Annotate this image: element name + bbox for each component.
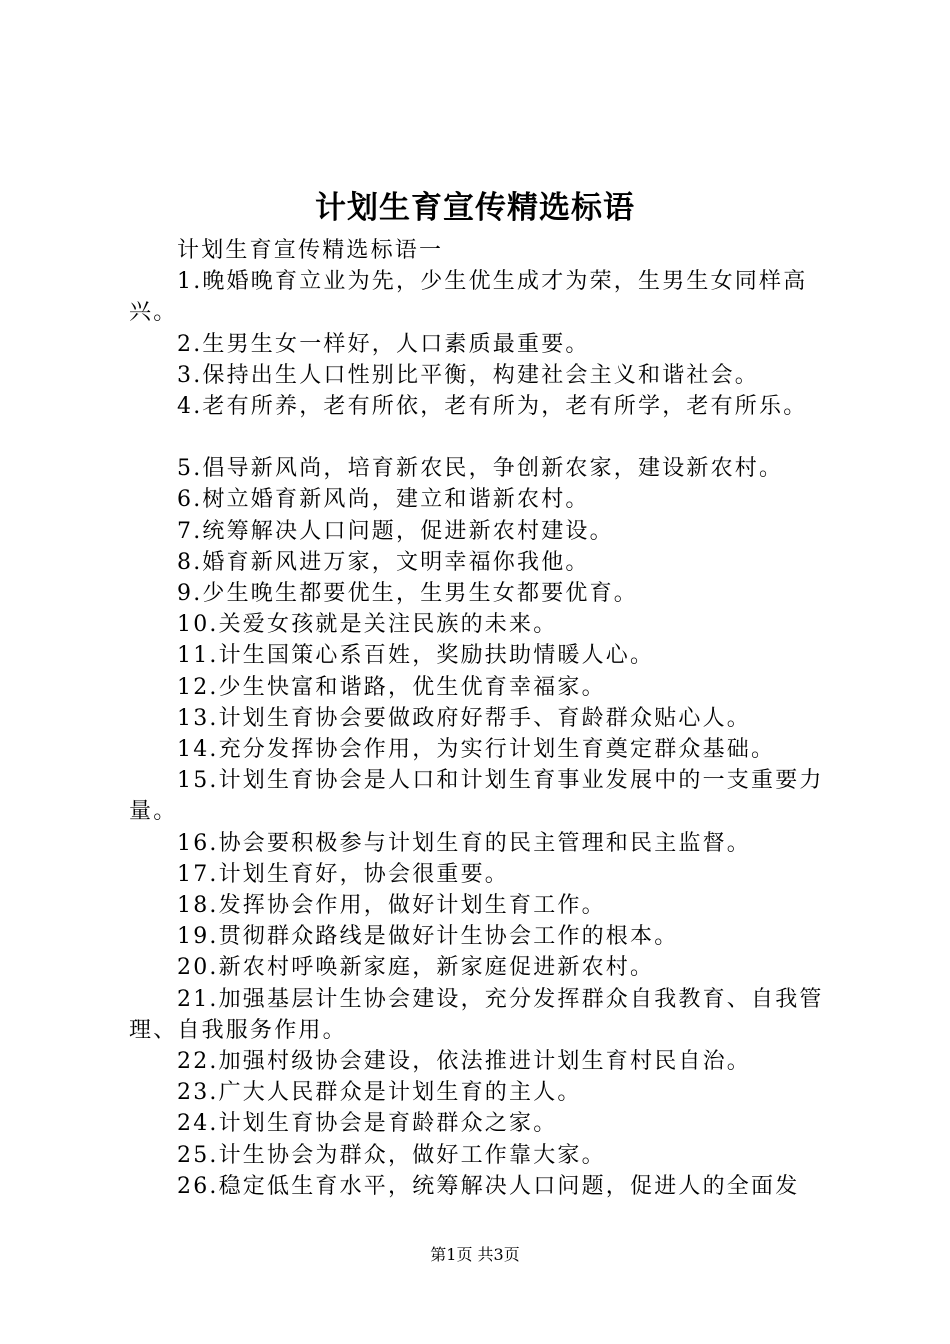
- slogan-item: 19.贯彻群众路线是做好计生协会工作的根本。: [177, 924, 679, 950]
- document-body: [129, 235, 835, 1202]
- slogan-item: 3.保持出生人口性别比平衡，构建社会主义和谐社会。: [177, 362, 759, 388]
- slogan-item: 25.计生协会为群众，做好工作靠大家。: [177, 1142, 606, 1168]
- slogan-item: 22.加强村级协会建设，依法推进计划生育村民自治。: [177, 1049, 751, 1075]
- slogan-item: 23.广大人民群众是计划生育的主人。: [177, 1080, 582, 1106]
- section-heading: 计划生育宣传精选标语一: [177, 238, 444, 263]
- slogan-item: 14.充分发挥协会作用，为实行计划生育奠定群众基础。: [177, 737, 776, 763]
- document-title: 计划生育宣传精选标语: [315, 190, 635, 226]
- slogan-item: 11.计生国策心系百姓，奖励扶助情暖人心。: [177, 643, 655, 669]
- slogan-item: 8.婚育新风进万家，文明幸福你我他。: [177, 549, 590, 575]
- slogan-item: 26.稳定低生育水平，统筹解决人口问题，促进人的全面发: [177, 1173, 800, 1199]
- slogan-item: 10.关爱女孩就是关注民族的未来。: [177, 612, 558, 638]
- slogan-item: 17.计划生育好，协会很重要。: [177, 861, 509, 887]
- slogan-item: 16.协会要积极参与计划生育的民主管理和民主监督。: [177, 830, 751, 856]
- slogan-item: 15.计划生育协会是人口和计划生育事业发展中的一支重要力量。: [129, 768, 824, 825]
- slogan-item: 2.生男生女一样好，人口素质最重要。: [177, 331, 590, 357]
- slogan-item: 7.统筹解决人口问题，促进新农村建设。: [177, 518, 614, 544]
- slogan-item: 24.计划生育协会是育龄群众之家。: [177, 1111, 558, 1137]
- slogan-item: 5.倡导新风尚，培育新农民，争创新农家，建设新农村。: [177, 456, 784, 482]
- page-footer: 第1页 共3页: [430, 1245, 520, 1264]
- slogan-item: 12.少生快富和谐路，优生优育幸福家。: [177, 674, 606, 700]
- slogan-item: 21.加强基层计生协会建设，充分发挥群众自我教育、自我管理、自我服务作用。: [129, 986, 824, 1043]
- slogan-item: 9.少生晚生都要优生，生男生女都要优育。: [177, 581, 638, 607]
- slogan-item: 13.计划生育协会要做政府好帮手、育龄群众贴心人。: [177, 705, 751, 731]
- slogan-item: 18.发挥协会作用，做好计划生育工作。: [177, 893, 606, 919]
- slogan-item: 4.老有所养，老有所依，老有所为，老有所学，老有所乐。: [177, 394, 808, 420]
- slogan-item: 1.晚婚晚育立业为先，少生优生成才为荣，生男生女同样高兴。: [129, 269, 808, 326]
- slogan-item: 20.新农村呼唤新家庭，新家庭促进新农村。: [177, 955, 655, 981]
- slogan-item: 6.树立婚育新风尚，建立和谐新农村。: [177, 487, 590, 513]
